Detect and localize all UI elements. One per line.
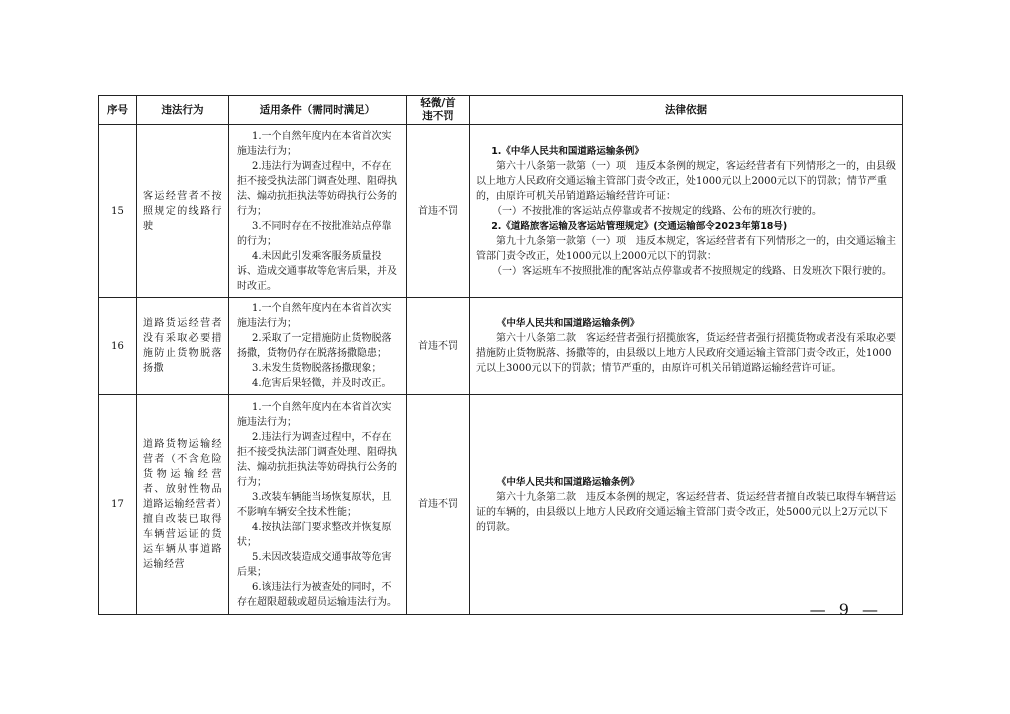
header-no: 序号 (99, 96, 137, 125)
header-cond: 适用条件（需同时满足） (229, 96, 407, 125)
condition-item: 2.违法行为调查过程中，不存在拒不接受执法部门调查处理、阻碍执法、煽动抗拒执法等妨碍执行公务的行为； (237, 160, 397, 217)
table-row (99, 395, 903, 615)
condition-item: 4.按执法部门要求整改并恢复原状； (237, 521, 392, 548)
header-level (407, 96, 470, 125)
condition-item: 1.一个自然年度内在本省首次实施违法行为； (237, 130, 392, 157)
violation-behavior: 道路货运经营者没有采取必要措施防止货物脱落扬撒 (137, 298, 229, 395)
condition-item: 4.未因此引发乘客服务质量投诉、造成交通事故等危害后果，并及时改正。 (237, 250, 397, 292)
penalty-level: 首违不罚 (407, 298, 470, 395)
law-article: 第六十九条第二款 违反本条例的规定，客运经营者、货运经营者擅自改装已取得车辆营运证的车辆的，由县级以上地方人民政府交通运输主管部门责令改正，处5000元以上2万元以下的罚款。 (476, 491, 896, 533)
law-title: 《中华人民共和国道路运输条例》 (496, 318, 640, 329)
legal-basis (470, 395, 903, 615)
applicable-conditions (229, 125, 407, 298)
law-title: 2.《道路旅客运输及客运站管理规定》(交通运输部令2023年第18号) (491, 220, 788, 232)
legal-basis (470, 125, 903, 298)
law-title: 《中华人民共和国道路运输条例》 (496, 476, 640, 488)
condition-item: 3.未发生货物脱落扬撒现象； (252, 363, 382, 374)
condition-item: 6.该违法行为被查处的同时，不存在超限超载或超员运输违法行为。 (237, 581, 397, 608)
applicable-conditions (229, 395, 407, 615)
law-clause: （一）不按批准的客运站点停靠或者不按规定的线路、公布的班次行驶的。 (492, 205, 822, 217)
table-header-row (99, 96, 903, 125)
penalty-level: 首违不罚 (407, 395, 470, 615)
condition-item: 3.改装车辆能当场恢复原状，且不影响车辆安全技术性能； (237, 491, 392, 518)
row-number: 15 (99, 125, 137, 298)
condition-item: 2.违法行为调查过程中，不存在拒不接受执法部门调查处理、阻碍执法、煽动抗拒执法等妨碍执行公务的行为； (237, 431, 397, 488)
condition-item: 3.不同时存在不按批准站点停靠的行为； (237, 220, 392, 247)
condition-item: 4.危害后果轻微，并及时改正。 (252, 378, 392, 389)
law-article: 第六十八条第二款 客运经营者强行招揽旅客，货运经营者强行招揽货物或者没有采取必要措施防止货物脱落、扬撒等的，由县级以上地方人民政府交通运输主管部门责令改正，处1000元以上3000元以下的罚款；情节严重的，由原许可机关吊销道路运输经营许可证。 (476, 333, 896, 374)
violation-behavior: 客运经营者不按照规定的线路行驶 (137, 125, 229, 298)
law-article: 第六十八条第一款第（一）项 违反本条例的规定，客运经营者有下列情形之一的，由县级以上地方人民政府交通运输主管部门责令改正，处1000元以上2000元以下的罚款；情节严重的，由原许可机关吊销道路运输经营许可证： (476, 160, 896, 202)
condition-item: 5.未因改装造成交通事故等危害后果； (237, 551, 392, 578)
violation-table (98, 95, 903, 615)
applicable-conditions (229, 298, 407, 395)
table-row (99, 298, 903, 395)
condition-item: 1.一个自然年度内在本省首次实施违法行为； (237, 303, 392, 329)
law-title: 1.《中华人民共和国道路运输条例》 (491, 145, 644, 157)
condition-item: 1.一个自然年度内在本省首次实施违法行为； (237, 401, 392, 428)
header-law: 法律依据 (470, 96, 903, 125)
header-act: 违法行为 (137, 96, 229, 125)
table-row (99, 125, 903, 298)
header-level-text: 轻微/首违不罚 (420, 97, 456, 122)
legal-basis (470, 298, 903, 395)
row-number: 17 (99, 395, 137, 615)
row-number: 16 (99, 298, 137, 395)
law-clause: （一）客运班车不按照批准的配客站点停靠或者不按照规定的线路、日发班次下限行驶的。 (492, 265, 892, 277)
violation-behavior: 道路货物运输经营者（不含危险货物运输经营者、放射性物品道路运输经营者）擅自改装已取得车辆营运证的货运车辆从事道路运输经营 (137, 395, 229, 615)
page-number: — 9 — (809, 600, 882, 619)
condition-item: 2.采取了一定措施防止货物脱落扬撒，货物仍存在脱落扬撒隐患； (237, 333, 392, 359)
penalty-level: 首违不罚 (407, 125, 470, 298)
law-article: 第九十九条第一款第（一）项 违反本规定，客运经营者有下列情形之一的，由交通运输主管部门责令改正，处1000元以上2000元以下的罚款： (476, 235, 896, 262)
